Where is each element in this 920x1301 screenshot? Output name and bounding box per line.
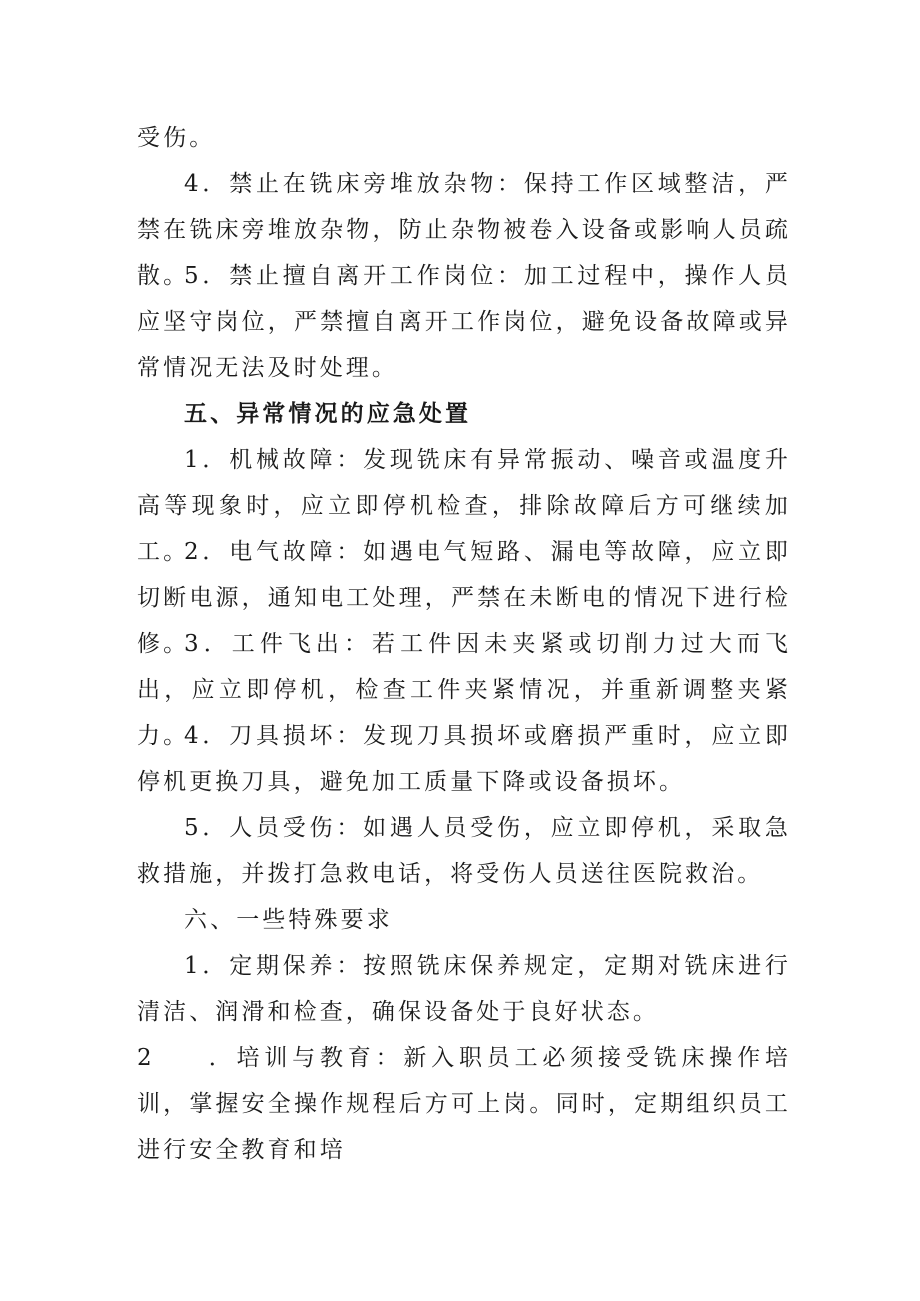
paragraph-training xyxy=(137,1035,791,1173)
paragraph-personnel-injury: 5．人员受伤：如遇人员受伤，应立即停机，采取急救措施，并拨打急救电话，将受伤人员送往医院救治。 xyxy=(137,815,791,887)
paragraph-training-number: 2 xyxy=(137,1045,155,1071)
paragraph-mechanical-failure: 1．机械故障：发现铣床有异常振动、噪音或温度升高等现象时，应立即停机检查，排除故障后方可继续加工。 xyxy=(137,447,791,565)
section-heading-5: 五、异常情况的应急处置 xyxy=(184,400,472,427)
paragraph-continuation: 受伤。 xyxy=(137,125,216,151)
paragraph-workpiece-ejection: 3．工件飞出：若工件因未夹紧或切削力过大而飞出，应立即停机，检查工件夹紧情况，并重新调整夹紧力。 xyxy=(137,631,791,749)
paragraph-regular-maintenance: 1．定期保养：按照铣床保养规定，定期对铣床进行清洁、润滑和检查，确保设备处于良好状态。 xyxy=(137,953,791,1025)
paragraph-tool-damage: 4．刀具损坏：发现刀具损坏或磨损严重时，应立即停机更换刀具，避免加工质量下降或设备损坏。 xyxy=(137,723,791,795)
paragraph-item-5-stay-at-post: 5．禁止擅自离开工作岗位：加工过程中，操作人员应坚守岗位，严禁擅自离开工作岗位，避免设备故障或异常情况无法及时处理。 xyxy=(137,263,791,381)
paragraph-electrical-failure: 2．电气故障：如遇电气短路、漏电等故障，应立即切断电源，通知电工处理，严禁在未断电的情况下进行检修。 xyxy=(137,539,791,657)
paragraph-training-text: ．培训与教育：新入职员工必须接受铣床操作培训，掌握安全操作规程后方可上岗。同时，定期组织员工进行安全教育和培 xyxy=(137,1045,791,1163)
paragraph-item-4-no-clutter: 4．禁止在铣床旁堆放杂物：保持工作区域整洁，严禁在铣床旁堆放杂物，防止杂物被卷入设备或影响人员疏散。 xyxy=(137,171,791,289)
section-heading-6: 六、一些特殊要求 xyxy=(184,907,393,933)
